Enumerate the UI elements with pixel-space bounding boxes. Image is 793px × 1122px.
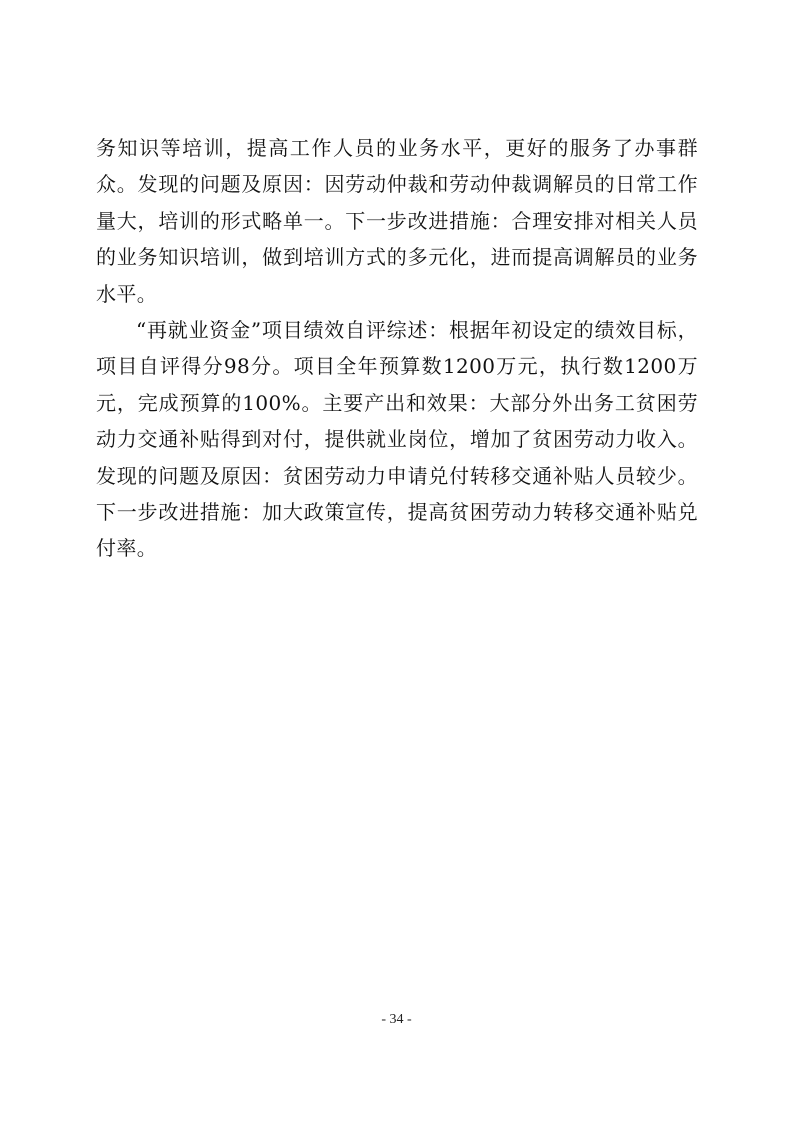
paragraph-reemployment-fund: “再就业资金”项目绩效自评综述：根据年初设定的绩效目标，项目自评得分98分。项目全年预算数1200万元，执行数1200万元，完成预算的100%。主要产出和效果：大部分外出务工贫困劳动力交通补贴得到对付，提供就业岗位，增加了贫困劳动力收入。发现的问题及原因：贫困劳动力申请兑付转移交通补贴人员较少。下一步改进措施：加大政策宣传，提高贫困劳动力转移交通补贴兑付率。 (96, 318, 698, 561)
document-body (96, 130, 698, 567)
paragraph-training-continuation: 务知识等培训，提高工作人员的业务水平，更好的服务了办事群众。发现的问题及原因：因劳动仲裁和劳动仲裁调解员的日常工作量大，培训的形式略单一。下一步改进措施：合理安排对相关人员的业务知识培训，做到培训方式的多元化，进而提高调解员的业务水平。 (96, 136, 698, 306)
page-number: - 34 - (381, 1012, 412, 1027)
